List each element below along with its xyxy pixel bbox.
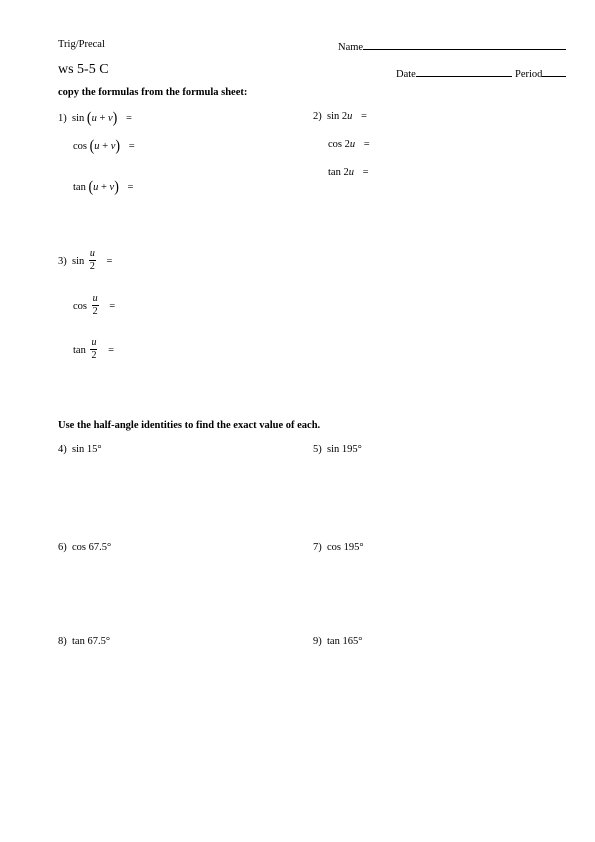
problem-number: 5) bbox=[313, 444, 322, 455]
problem-number: 6) bbox=[58, 542, 67, 553]
date-blank[interactable] bbox=[416, 67, 512, 77]
paren-close: ) bbox=[115, 137, 121, 156]
fn-sin: sin bbox=[72, 113, 85, 124]
q3-sin-half bbox=[58, 249, 112, 274]
var-u: u bbox=[348, 167, 354, 178]
equals-sign: = bbox=[106, 255, 113, 267]
name-blank[interactable] bbox=[363, 40, 566, 50]
q1-sin-sum bbox=[58, 109, 132, 128]
var-u: u bbox=[91, 113, 97, 124]
problem-expression: tan 67.5° bbox=[72, 636, 111, 647]
q2-cos-double bbox=[328, 140, 370, 151]
fn-sin: sin bbox=[72, 255, 85, 267]
coef-two: 2 bbox=[343, 167, 349, 178]
frac-denominator: 2 bbox=[91, 350, 97, 361]
paren-close: ) bbox=[114, 178, 119, 197]
fn-tan: tan bbox=[328, 167, 341, 178]
problem-number: 9) bbox=[313, 636, 322, 647]
plus-sign: + bbox=[101, 182, 107, 193]
q1-tan-sum bbox=[73, 178, 134, 197]
problem-number: 8) bbox=[58, 636, 67, 647]
frac-denominator: 2 bbox=[89, 261, 95, 272]
problem-9 bbox=[313, 637, 362, 648]
equals-sign: = bbox=[363, 139, 370, 150]
question-number: 2) bbox=[313, 111, 322, 122]
plus-sign: + bbox=[102, 141, 109, 152]
equals-sign: = bbox=[125, 113, 132, 124]
var-u: u bbox=[349, 139, 356, 150]
var-v: v bbox=[109, 182, 115, 193]
paren-open: ( bbox=[89, 137, 95, 156]
equals-sign: = bbox=[108, 344, 114, 356]
period-label: Period bbox=[515, 69, 543, 80]
period-blank[interactable] bbox=[542, 67, 566, 77]
frac-numerator: u bbox=[92, 293, 98, 304]
var-u: u bbox=[347, 111, 353, 122]
var-u: u bbox=[94, 141, 100, 152]
problem-expression: tan 165° bbox=[327, 636, 363, 647]
section2-instruction: Use the half-angle identities to find the exact value of each. bbox=[58, 420, 321, 431]
coef-two: 2 bbox=[341, 111, 348, 122]
date-label: Date bbox=[396, 69, 416, 80]
paren-open: ( bbox=[86, 109, 92, 128]
frac-denominator: 2 bbox=[92, 306, 98, 317]
fn-sin: sin bbox=[327, 111, 340, 122]
equals-sign: = bbox=[128, 141, 135, 152]
fraction-u-over-2 bbox=[89, 248, 96, 273]
period-field[interactable] bbox=[515, 67, 566, 81]
problem-4 bbox=[58, 445, 102, 456]
problem-6 bbox=[58, 543, 111, 554]
problem-5 bbox=[313, 445, 362, 456]
var-v: v bbox=[110, 141, 116, 152]
name-label: Name bbox=[338, 42, 364, 53]
fn-cos: cos bbox=[328, 139, 342, 150]
equals-sign: = bbox=[109, 300, 116, 312]
fraction-u-over-2 bbox=[92, 293, 99, 318]
fn-tan: tan bbox=[73, 344, 86, 356]
problem-expression: cos 195° bbox=[327, 542, 364, 553]
var-v: v bbox=[107, 113, 113, 124]
course-label: Trig/Precal bbox=[58, 39, 105, 50]
name-field[interactable] bbox=[338, 40, 566, 54]
var-u: u bbox=[93, 182, 99, 193]
problem-expression: cos 67.5° bbox=[72, 542, 112, 553]
worksheet-title: ws 5-5 C bbox=[58, 62, 109, 77]
equals-sign: = bbox=[361, 111, 367, 122]
q3-cos-half bbox=[73, 294, 115, 319]
coef-two: 2 bbox=[344, 139, 350, 150]
question-number: 3) bbox=[58, 255, 67, 267]
problem-7 bbox=[313, 543, 364, 554]
fn-cos: cos bbox=[73, 141, 87, 152]
q2-tan-double bbox=[328, 168, 369, 179]
question-number: 1) bbox=[58, 113, 67, 124]
fraction-u-over-2 bbox=[90, 337, 97, 362]
q1-cos-sum bbox=[73, 137, 135, 156]
problem-8 bbox=[58, 637, 110, 648]
section1-instruction: copy the formulas from the formula sheet: bbox=[58, 87, 248, 98]
plus-sign: + bbox=[99, 113, 106, 124]
paren-close: ) bbox=[112, 109, 118, 128]
frac-numerator: u bbox=[91, 337, 97, 348]
problem-number: 4) bbox=[58, 444, 67, 455]
problem-number: 7) bbox=[313, 542, 322, 553]
frac-numerator: u bbox=[89, 248, 95, 259]
problem-expression: sin 15° bbox=[72, 444, 102, 455]
equals-sign: = bbox=[127, 182, 134, 193]
equals-sign: = bbox=[362, 167, 369, 178]
q2-sin-double bbox=[313, 112, 367, 123]
problem-expression: sin 195° bbox=[327, 444, 362, 455]
date-field[interactable] bbox=[396, 67, 512, 81]
q3-tan-half bbox=[73, 338, 114, 363]
fn-cos: cos bbox=[73, 300, 87, 312]
fn-tan: tan bbox=[73, 182, 86, 193]
paren-open: ( bbox=[88, 178, 94, 197]
